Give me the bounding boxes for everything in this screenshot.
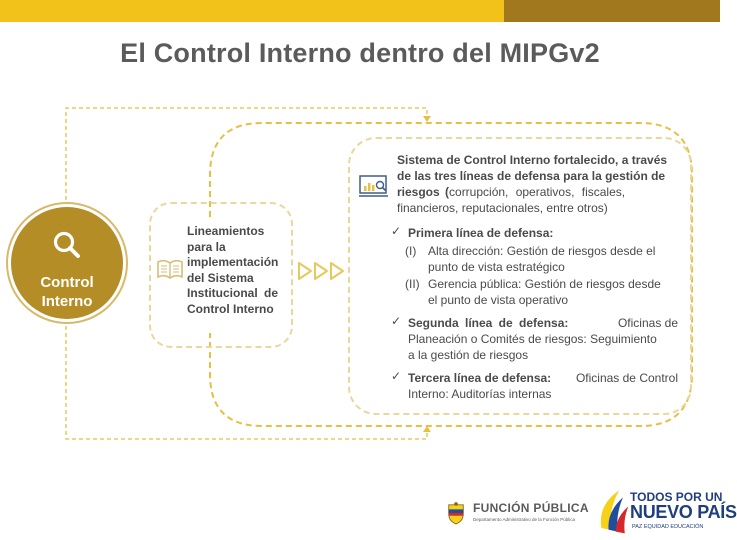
chevron-right-icon <box>315 263 327 279</box>
guidelines-line2: para la <box>187 239 226 254</box>
funcion-publica-title: FUNCIÓN PÚBLICA <box>473 501 589 515</box>
first-line-item-ii-line2: el punto de vista operativo <box>428 293 569 307</box>
first-line-item-ii-line1: Gerencia pública: Gestión de riesgos desde <box>428 277 661 291</box>
guidelines-line5: Institucional de <box>187 286 279 300</box>
checkmark-icon: ✓ <box>391 224 402 238</box>
second-line-line1: Segunda línea de defensa: Oficinas de <box>408 316 678 330</box>
intro-normal-line4: financieros, reputacionales, entre otros) <box>397 201 608 215</box>
intro-bold-line2: de las tres líneas de defensa para la gestión de <box>397 169 666 183</box>
guidelines-line6: Control Interno <box>187 301 274 316</box>
todos-por-un-nuevo-pais-logo <box>596 482 737 538</box>
intro-bold-line3: riesgos ( <box>397 185 450 199</box>
second-line-line2: Planeación o Comités de riesgos: Seguimiento <box>408 332 657 346</box>
intro-text <box>397 152 677 216</box>
book-icon <box>156 258 184 280</box>
first-line-item-i-num: (I) <box>405 244 417 258</box>
magnifier-icon <box>51 229 83 261</box>
first-line-item-i-line2: punto de vista estratégico <box>428 260 565 274</box>
intro-bold-line1: Sistema de Control Interno fortalecido, a través <box>397 153 668 167</box>
intro-normal-line3: corrupción, operativos, fiscales, <box>449 185 626 199</box>
todos-line3: PAZ EQUIDAD EDUCACIÓN <box>632 524 704 530</box>
control-interno-circle <box>11 207 123 319</box>
guidelines-line4: del Sistema <box>187 270 254 285</box>
todos-line2: NUEVO PAÍS <box>630 502 737 522</box>
chevron-arrows <box>297 260 347 282</box>
circle-label-line1: Control <box>40 274 94 291</box>
first-line-item-i-line1: Alta dirección: Gestión de riesgos desde el <box>428 244 656 258</box>
checkmark-icon: ✓ <box>391 369 402 383</box>
funcion-publica-subtitle: Departamento Administrativo de la Función Pública <box>473 517 576 522</box>
first-line-title: Primera línea de defensa: <box>408 226 554 240</box>
third-line-line2: Interno: Auditorías internas <box>408 387 552 401</box>
funcion-publica-logo <box>446 500 589 528</box>
checkmark-icon: ✓ <box>391 314 402 328</box>
todos-line1: TODOS POR UN <box>630 490 723 504</box>
page-title: El Control Interno dentro del MIPGv2 <box>120 38 600 68</box>
guidelines-line1: Lineamientos <box>187 224 265 238</box>
circle-label-line2: Interno <box>41 293 93 310</box>
chevron-right-icon <box>299 263 311 279</box>
coat-of-arms-icon <box>446 501 466 525</box>
chevron-right-icon <box>331 263 343 279</box>
chart-icon <box>359 175 389 199</box>
guidelines-line3: implementación <box>187 255 279 269</box>
third-line-line1: Tercera línea de defensa: Oficinas de Control <box>408 371 678 385</box>
second-line-line3: a la gestión de riesgos <box>408 348 529 362</box>
flag-swoosh-icon <box>596 482 632 538</box>
first-line-item-ii-num: (II) <box>405 277 420 291</box>
guidelines-text <box>187 224 279 317</box>
